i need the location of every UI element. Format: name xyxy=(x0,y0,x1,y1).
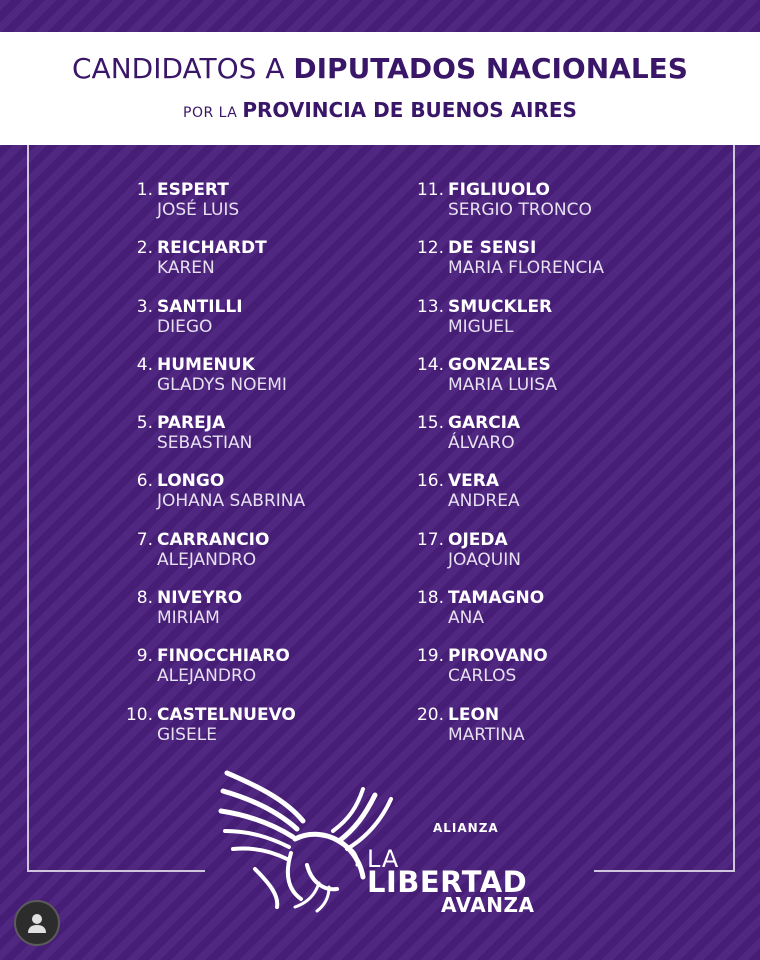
candidate-number: 13. xyxy=(416,296,444,317)
frame-line-bottom-left xyxy=(27,870,205,872)
candidate-given-name: SERGIO TRONCO xyxy=(448,200,592,220)
candidate-surname: SANTILLI xyxy=(157,296,243,317)
candidate-given-name: KAREN xyxy=(157,258,215,279)
candidate-surname: OJEDA xyxy=(448,529,508,550)
candidate-number: 8. xyxy=(136,588,153,609)
profile-avatar[interactable] xyxy=(14,900,60,946)
candidate-surname: NIVEYRO xyxy=(157,588,243,609)
candidate-given-name: MARIA FLORENCIA xyxy=(448,258,604,279)
candidate-surname: TAMAGNO xyxy=(448,588,545,609)
candidate-number: 10. xyxy=(125,704,153,725)
candidate-given-name: CARLOS xyxy=(448,666,517,687)
candidate-number: 6. xyxy=(136,471,153,492)
candidate-number: 20. xyxy=(416,704,444,725)
candidate-number: 4. xyxy=(136,354,153,375)
candidate-number: 17. xyxy=(416,529,444,550)
candidate-surname: ESPERT xyxy=(157,180,229,200)
logo-line-la: LA xyxy=(367,845,400,873)
frame-line-left xyxy=(27,145,29,872)
logo-line-libertad: LIBERTAD xyxy=(367,865,528,899)
candidate-surname: HUMENUK xyxy=(157,354,255,375)
subtitle-prefix: POR LA xyxy=(183,105,243,121)
candidate-given-name: JOSÉ LUIS xyxy=(157,200,240,220)
candidate-surname: CARRANCIO xyxy=(157,529,270,550)
candidate-surname: PIROVANO xyxy=(448,646,548,667)
candidate-number: 19. xyxy=(416,646,444,667)
candidate-surname: LONGO xyxy=(157,471,225,492)
candidate-given-name: JOAQUIN xyxy=(448,549,521,570)
candidate-given-name: GISELE xyxy=(157,724,217,745)
candidate-surname: VERA xyxy=(448,471,500,492)
user-icon xyxy=(27,912,47,934)
candidate-number: 1. xyxy=(136,180,153,200)
logo-line-avanza: AVANZA xyxy=(441,893,535,917)
candidate-surname: REICHARDT xyxy=(157,238,267,259)
candidate-surname: PAREJA xyxy=(157,413,226,434)
title-emphasis: DIPUTADOS NACIONALES xyxy=(293,52,688,85)
candidate-given-name: ANA xyxy=(448,608,484,629)
candidate-given-name: SEBASTIAN xyxy=(157,433,253,454)
candidate-surname: SMUCKLER xyxy=(448,296,553,317)
title-prefix: CANDIDATOS A xyxy=(72,52,294,85)
candidate-given-name: MARIA LUISA xyxy=(448,374,557,395)
candidate-number: 11. xyxy=(416,180,444,200)
candidate-number: 5. xyxy=(136,413,153,434)
candidate-number: 12. xyxy=(416,238,444,259)
candidate-given-name: GLADYS NOEMI xyxy=(157,374,287,395)
candidate-surname: CASTELNUEVO xyxy=(157,704,296,725)
candidate-surname: FIGLIUOLO xyxy=(448,180,550,200)
candidate-number: 16. xyxy=(416,471,444,492)
candidate-surname: FINOCCHIARO xyxy=(157,646,290,667)
subtitle-emphasis: PROVINCIA DE BUENOS AIRES xyxy=(242,98,577,122)
candidate-number: 3. xyxy=(136,296,153,317)
candidate-given-name: ANDREA xyxy=(448,491,520,512)
candidate-surname: GONZALES xyxy=(448,354,551,375)
candidate-given-name: MARTINA xyxy=(448,724,525,745)
page-title xyxy=(0,52,760,85)
candidate-surname: DE SENSI xyxy=(448,238,537,259)
candidate-number: 14. xyxy=(416,354,444,375)
candidate-given-name: ÁLVARO xyxy=(448,433,515,454)
candidate-surname: GARCIA xyxy=(448,413,521,434)
frame-line-right xyxy=(733,145,735,872)
candidate-number: 18. xyxy=(416,588,444,609)
candidate-number: 2. xyxy=(136,238,153,259)
logo-alianza-label: ALIANZA xyxy=(433,821,499,835)
candidate-given-name: JOHANA SABRINA xyxy=(157,491,306,512)
candidate-given-name: ALEJANDRO xyxy=(157,549,257,570)
candidate-given-name: MIGUEL xyxy=(448,316,514,337)
header-banner xyxy=(0,32,760,145)
candidate-given-name: MIRIAM xyxy=(157,608,220,629)
party-logo xyxy=(215,765,555,915)
candidate-number: 7. xyxy=(136,529,153,550)
candidate-surname: LEON xyxy=(448,704,500,725)
candidate-number: 9. xyxy=(136,646,153,667)
candidate-number: 15. xyxy=(416,413,444,434)
frame-line-bottom-right xyxy=(594,870,735,872)
candidate-given-name: DIEGO xyxy=(157,316,213,337)
page-subtitle xyxy=(0,98,760,122)
candidate-given-name: ALEJANDRO xyxy=(157,666,257,687)
